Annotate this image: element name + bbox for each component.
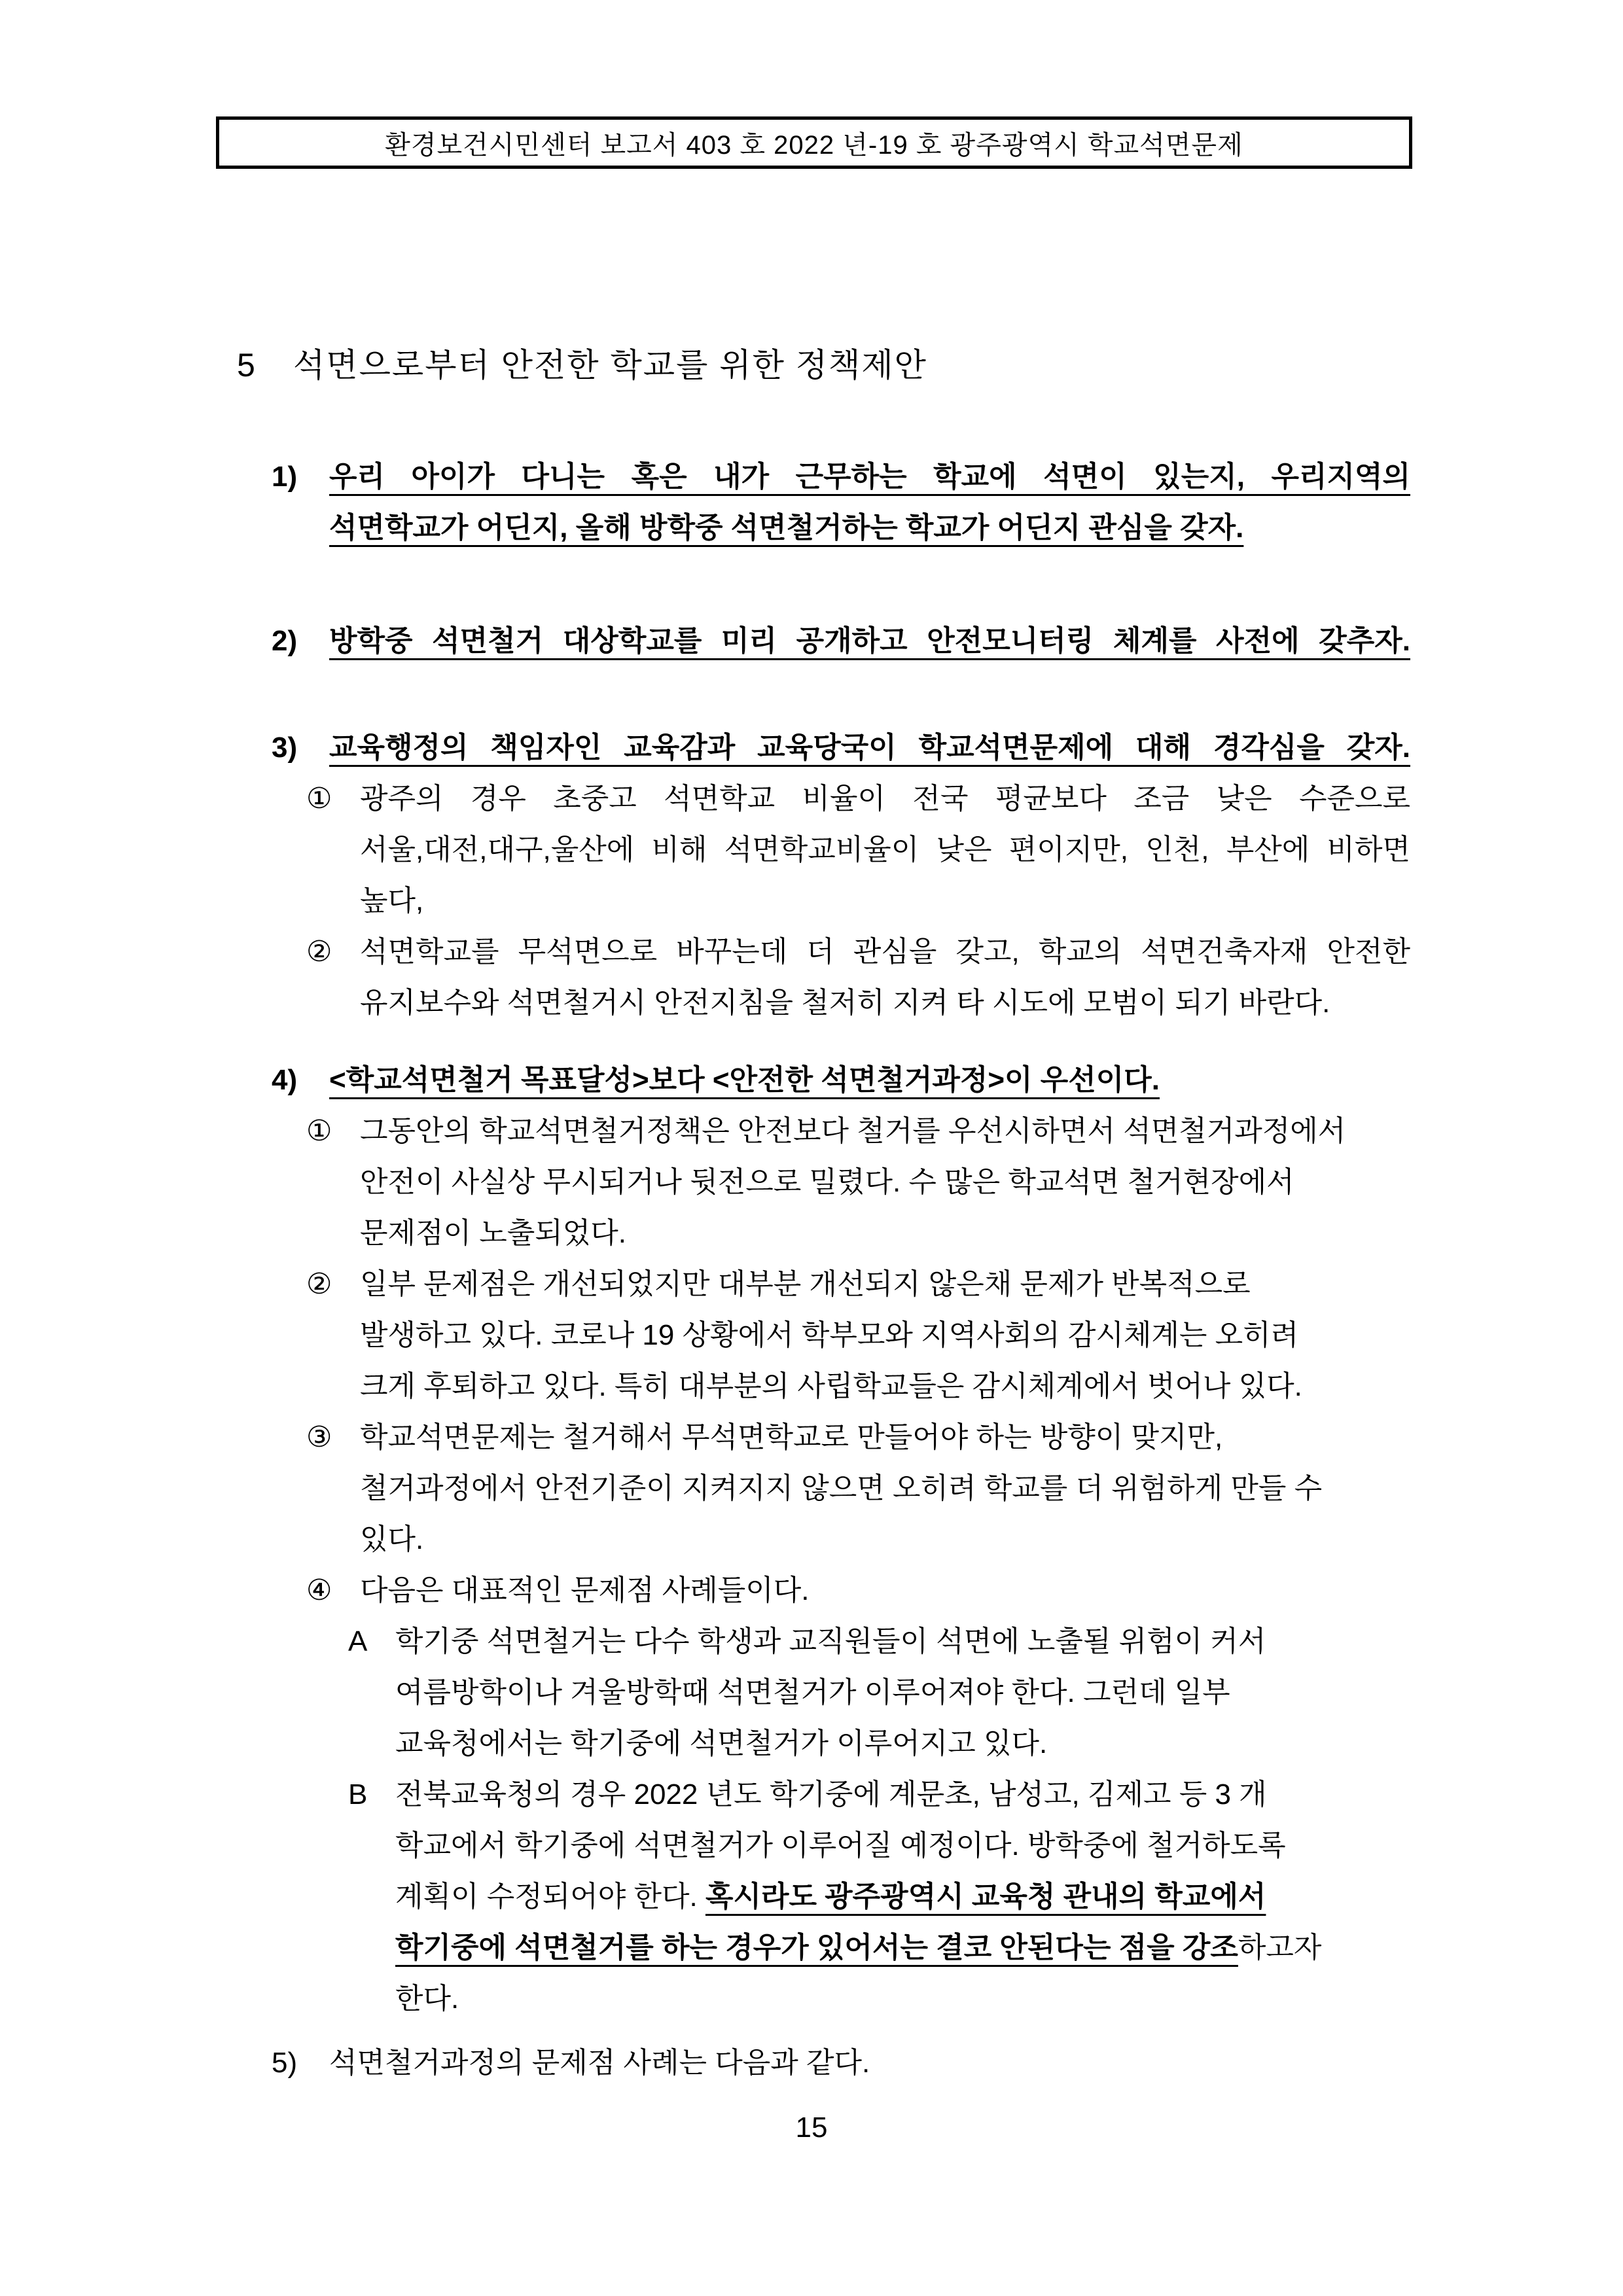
- list-item-1: [272, 451, 1410, 554]
- item-line: 교육행정의 책임자인 교육감과 교육당국이 학교석면문제에 대해 경각심을 갖자.: [329, 732, 1410, 764]
- item-line: 크게 후퇴하고 있다. 특히 대부분의 사립학교들은 감시체계에서 벗어나 있다.: [360, 1370, 1302, 1402]
- item-line: 철거과정에서 안전기준이 지켜지지 않으면 오히려 학교를 더 위험하게 만들 수: [360, 1472, 1323, 1504]
- item-line: 다음은 대표적인 문제점 사례들이다.: [360, 1574, 810, 1606]
- item-line: [395, 1871, 1410, 1922]
- item-text: [329, 1055, 1410, 1106]
- item-line: 서울,대전,대구,울산에 비해 석면학교비율이 낮은 편이지만, 인천, 부산에 비하면: [360, 834, 1410, 866]
- list-item-3-sub-2: [306, 927, 1410, 1029]
- item-line: <학교석면철거 목표달성>보다 <안전한 석면철거과정>이 우선이다.: [329, 1064, 1160, 1096]
- item-text: [329, 2038, 1410, 2089]
- item-line-regular-part: 계획이 수정되어야 한다.: [395, 1881, 705, 1913]
- item-text: [395, 1769, 1410, 2024]
- item-text: [360, 1565, 1410, 1616]
- item-line-emphasis-part: 학기중에 석면철거를 하는 경우가 있어서는 결코 안된다는 점을 강조: [395, 1932, 1238, 1964]
- case-item-a: [348, 1616, 1410, 1769]
- document-body: [0, 451, 1623, 2089]
- section-title: [237, 339, 927, 391]
- item-label: 1): [272, 461, 298, 493]
- item-text: [360, 1412, 1410, 1565]
- list-item-5: [272, 2038, 1410, 2089]
- list-item-3: [272, 722, 1410, 773]
- item-line: 한다.: [395, 1983, 459, 2015]
- item-line: 유지보수와 석면철거시 안전지침을 철저히 지켜 타 시도에 모범이 되기 바란다.: [360, 987, 1330, 1019]
- item-line: 석면학교를 무석면으로 바꾸는데 더 관심을 갖고, 학교의 석면건축자재 안전한: [360, 936, 1410, 968]
- item-label: ①: [306, 783, 332, 815]
- case-item-b: [348, 1769, 1410, 2024]
- item-text: [329, 616, 1410, 667]
- item-line: 광주의 경우 초중고 석면학교 비율이 전국 평균보다 조금 낮은 수준으로: [360, 783, 1410, 815]
- item-line: 발생하고 있다. 코로나 19 상황에서 학부모와 지역사회의 감시체계는 오히려: [360, 1319, 1299, 1351]
- item-line: 안전이 사실상 무시되거나 뒷전으로 밀렸다. 수 많은 학교석면 철거현장에서: [360, 1166, 1294, 1198]
- item-label: ③: [306, 1421, 332, 1453]
- item-line: 있다.: [360, 1523, 424, 1555]
- report-header-title: 환경보건시민센터 보고서 403 호 2022 년-19 호 광주광역시 학교석면문제: [385, 130, 1243, 160]
- item-line: 그동안의 학교석면철거정책은 안전보다 철거를 우선시하면서 석면철거과정에서: [360, 1115, 1346, 1147]
- report-header-box: [216, 116, 1412, 169]
- item-text: [360, 1259, 1410, 1412]
- page-number: 15: [795, 2111, 828, 2144]
- item-label: ④: [306, 1574, 332, 1606]
- list-item-4-sub-4: [306, 1565, 1410, 1616]
- item-label: 3): [272, 732, 298, 764]
- item-line: 전북교육청의 경우 2022 년도 학기중에 계문초, 남성고, 김제고 등 3 개: [395, 1778, 1267, 1810]
- list-item-4-sub-2: [306, 1259, 1410, 1412]
- item-line: [395, 1922, 1410, 1973]
- item-text: [360, 927, 1410, 1029]
- item-line: 학교석면문제는 철거해서 무석면학교로 만들어야 하는 방향이 맞지만,: [360, 1421, 1223, 1453]
- item-line-regular-part: 하고자: [1238, 1932, 1322, 1964]
- item-label: ②: [306, 936, 332, 968]
- item-line: 석면철거과정의 문제점 사례는 다음과 같다.: [329, 2047, 870, 2079]
- list-item-2: [272, 616, 1410, 667]
- item-line-emphasis-part: 혹시라도 광주광역시 교육청 관내의 학교에서: [705, 1881, 1266, 1913]
- item-text: [329, 722, 1410, 773]
- item-text: [360, 1106, 1410, 1259]
- list-item-3-sub-1: [306, 773, 1410, 927]
- section-title-text: 석면으로부터 안전한 학교를 위한 정책제안: [293, 347, 927, 383]
- item-label: ②: [306, 1268, 332, 1300]
- item-text: [360, 773, 1410, 927]
- item-line: 문제점이 노출되었다.: [360, 1217, 626, 1249]
- item-line: 여름방학이나 겨울방학때 석면철거가 이루어져야 한다. 그런데 일부: [395, 1676, 1230, 1708]
- item-label: A: [348, 1625, 368, 1657]
- item-text: [329, 451, 1410, 554]
- item-label: ①: [306, 1115, 332, 1147]
- list-item-4: [272, 1055, 1410, 1106]
- section-number: 5: [237, 347, 257, 383]
- item-label: 4): [272, 1064, 298, 1096]
- item-text: [395, 1616, 1410, 1769]
- item-line: 학기중 석면철거는 다수 학생과 교직원들이 석면에 노출될 위험이 커서: [395, 1625, 1266, 1657]
- item-line: 교육청에서는 학기중에 석면철거가 이루어지고 있다.: [395, 1727, 1048, 1759]
- item-label: 2): [272, 625, 298, 657]
- item-line: 방학중 석면철거 대상학교를 미리 공개하고 안전모니터링 체계를 사전에 갖추자.: [329, 625, 1410, 657]
- item-line: 높다,: [360, 885, 424, 917]
- item-line: 일부 문제점은 개선되었지만 대부분 개선되지 않은채 문제가 반복적으로: [360, 1268, 1251, 1300]
- item-line: 석면학교가 어딘지, 올해 방학중 석면철거하는 학교가 어딘지 관심을 갖자.: [329, 512, 1244, 544]
- item-line: 학교에서 학기중에 석면철거가 이루어질 예정이다. 방학중에 철거하도록: [395, 1829, 1286, 1862]
- list-item-4-sub-1: [306, 1106, 1410, 1259]
- item-label: B: [348, 1778, 368, 1810]
- item-line: 우리 아이가 다니는 혹은 내가 근무하는 학교에 석면이 있는지, 우리지역의: [329, 461, 1410, 493]
- list-item-4-sub-3: [306, 1412, 1410, 1565]
- item-label: 5): [272, 2047, 298, 2079]
